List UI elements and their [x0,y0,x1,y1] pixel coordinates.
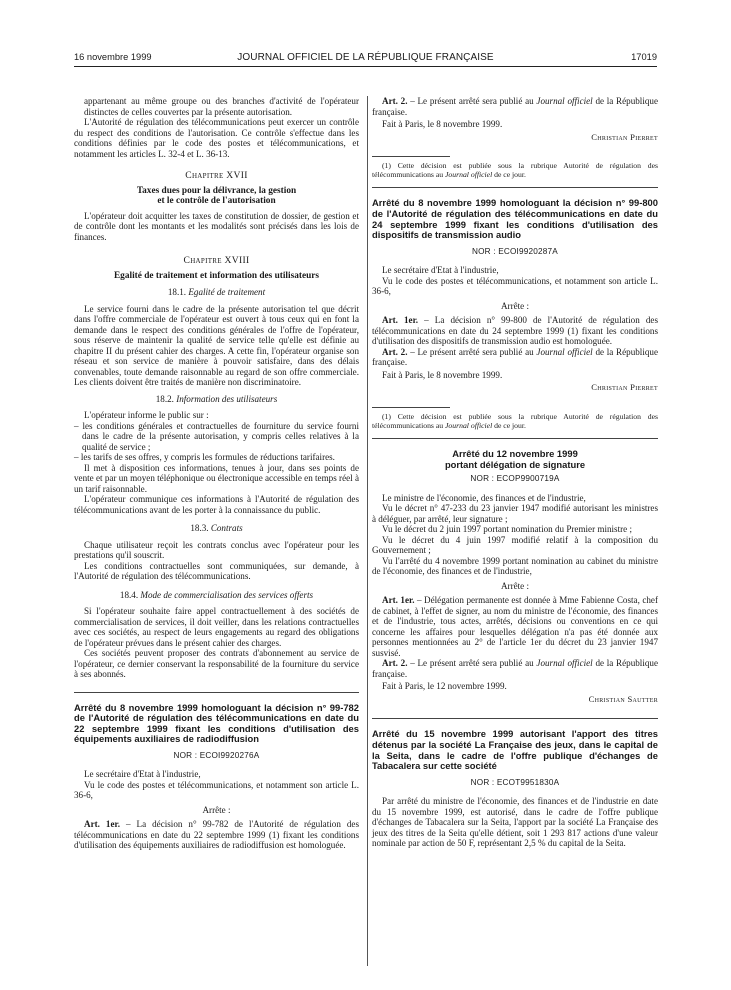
section-title: Egalité de traitement [188,287,266,297]
article-text: de la République française. [372,346,658,368]
arrete-heading: Arrêté du 15 novembre 1999 autorisant l'apport des titres détenus par la société La Française des jeux, dans le capital de la Seita, dans le cadre de l'offre publique d'échanges de Tabacalera sur cette société [372,728,658,772]
chapter-title-line: et le contrôle de l'autorisation [157,196,276,206]
paragraph: L'opérateur doit acquitter les taxes de constitution de dossier, de gestion et de contrôle dont les montants et les modalités sont précisés dans les lois de finances. [74,210,359,242]
list-item: – les tarifs de ses offres, y compris les formules de réductions tarifaires. [74,452,335,462]
paragraph: L'Autorité de régulation des télécommunications peut exercer un contrôle du respect des conditions de l'autorisation. Ce contrôle s'effectue dans les conditions définies par le code des postes et télécommunications, et notamment les articles L. 32-4 et L. 36-13. [74,117,359,159]
paragraph: Fait à Paris, le 12 novembre 1999. [382,681,507,692]
nor-reference: NOR : ECOT9951830A [470,777,560,787]
arrete-word: Arrête : [500,300,530,311]
article-text: – Le présent arrêté sera publié au [407,96,537,106]
paragraph: Le secrétaire d'Etat à l'industrie, [84,769,201,780]
article-label: Art. 1er. [84,819,120,830]
right-column [372,96,658,849]
paragraph: Ces sociétés peuvent proposer des contrats d'abonnement au service de l'opérateur, ce dernier conservant la responsabilité de la fourniture du service à ses abonnés. [74,648,359,679]
section-number: 18.3. [190,523,209,533]
footnote-text: de ce jour. [492,420,526,430]
section-number: 18.1. [167,287,187,297]
paragraph: Vu le décret n° 47-233 du 23 janvier 1947 modifié autorisant les ministres à déléguer, par arrêté, leur signature ; [372,503,658,524]
article-label: Art. 2. [382,658,408,669]
paragraph: Le secrétaire d'Etat à l'industrie, [382,265,499,276]
arrete-heading [372,449,658,470]
arrete-heading-line: portant délégation de signature [444,458,586,470]
section-number: 18.4. [119,589,139,600]
section-number: 18.2. [155,393,174,404]
section-title: Mode de commercialisation des services offerts [140,589,314,600]
paragraph: Le service fourni dans le cadre de la présente autorisation tel que décrit dans l'offre commerciale de l'opérateur est ouvert à tous ceux qui en font la demande dans le respect des conditions générales de l'offre de l'opérateur, sous réserve de maintenir la qualité de service telle qu'elle est définie au chapitre II du présent cahier des charges. A cette fin, l'opérateur organise son réseau et son service de manière à pouvoir satisfaire, dans des délais convenables, toute demande raisonnable au regard de son offre commerciale. Les clients doivent être traités de manière non discriminatoire. [74,303,359,387]
chapter-title [74,186,359,207]
chapter-heading: Chapitre XVIII [183,255,250,266]
column-divider [367,96,368,966]
journal-reference: Journal officiel [536,346,593,357]
nor-reference: NOR : ECOI9920287A [472,246,558,256]
section-title: Information des utilisateurs [176,393,278,404]
paragraph: Vu le décret du 4 juin 1997 modifié relatif à la composition du Gouvernement ; [372,534,658,556]
paragraph: Il met à disposition ces informations, tenues à jour, dans ses points de vente et par un moyen téléphonique ou électronique accessible en temps réel à un tarif raisonnable. [74,462,359,494]
footnote [372,161,658,179]
chapter-heading: Chapitre XVII [185,170,248,181]
footnote-text: (1) Cette décision est publiée sous la rubrique Autorité de régulation des télécommunications au [372,411,658,430]
arrete-word: Arrête : [500,580,530,591]
section-heading [74,394,359,405]
paragraph: Si l'opérateur souhaite faire appel contractuellement à des sociétés de commercialisation de services, il doit veiller, dans les relations contractuelles avec ces sociétés, au respect de leurs engagements au regard des obligations de l'opérateur prévues dans le présent cahier des charges. [74,606,359,648]
arrete-word: Arrête : [202,804,231,815]
nor-reference: NOR : ECOP9900719A [470,474,560,484]
article [74,819,359,851]
article-text: – La décision n° 99-782 de l'Autorité de régulation des télécommunications en date du 22 septembre 1999 (1) fixant les conditions d'utilisation des équipements auxiliaires de radiodiffusion est homologuée. [74,819,359,851]
paragraph: Fait à Paris, le 8 novembre 1999. [382,119,503,129]
arrete-heading-line: Arrêté du 12 novembre 1999 [452,448,578,460]
journal-reference: Journal officiel [445,170,493,180]
section-title: Contrats [210,523,243,533]
article-label: Art. 2. [382,346,408,357]
paragraph: Vu l'arrêté du 4 novembre 1999 portant nomination au cabinet du ministre de l'économie, des finances et de l'industrie, [372,555,658,577]
article-text: de la République française. [372,658,658,679]
footnote-text: de ce jour. [492,170,526,180]
header-date: 16 novembre 1999 [74,52,152,62]
list-item: – les conditions générales et contractuelles de fourniture du service fourni dans le cadre de la présente autorisation, y compris celles relatives à la qualité de service ; [74,420,359,452]
paragraph: L'opérateur communique ces informations à l'Autorité de régulation des télécommunications avant de les porter à la connaissance du public. [74,494,359,515]
paragraph: Vu le code des postes et télécommunications, et notamment son article L. 36-6, [74,779,359,801]
article-text: de la République française. [372,96,658,117]
section-heading [74,523,359,534]
paragraph: Le ministre de l'économie, des finances et de l'industrie, [382,492,586,503]
nor-reference: NOR : ECOI9920276A [173,750,260,760]
journal-title: JOURNAL OFFICIEL DE LA RÉPUBLIQUE FRANÇAISE [237,52,494,63]
article-text: – Délégation permanente est donnée à Mme Fabienne Costa, chef de cabinet, à l'effet de signer, au nom du ministre de l'économie, des finances et de l'industrie, tous actes, arrêtés, décisions ou conventions en ce qui concerne les affaires pour lesquelles délégation n'a pas été donnée aux personnes mentionnées au 2° de l'article 1er du décret du 23 janvier 1947 susvisé. [372,595,658,658]
journal-reference: Journal officiel [536,96,593,106]
journal-reference: Journal officiel [445,420,493,430]
page-number: 17019 [631,52,657,62]
article [372,658,658,679]
header-rule [74,66,657,67]
chapter-title: Egalité de traitement et information des utilisateurs [113,270,319,281]
article-text: – Le présent arrêté sera publié au [407,346,537,357]
article-text: – La décision n° 99-800 de l'Autorité de régulation des télécommunications en date du 24 septembre 1999 (1) fixant les conditions d'utilisation des dispositifs de transmission audio est homologuée. [372,315,658,347]
section-heading [74,590,359,601]
page-header [74,52,657,66]
paragraph: appartenant au même groupe ou des branches d'activité de l'opérateur distinctes de celles couvertes par la présente autorisation. [84,96,359,117]
article-label: Art. 1er. [382,315,419,326]
article [372,347,658,368]
journal-reference: Journal officiel [536,658,593,669]
paragraph: Vu le décret du 2 juin 1997 portant nomination du Premier ministre ; [382,524,632,535]
arrete-heading: Arrêté du 8 novembre 1999 homologuant la décision n° 99-800 de l'Autorité de régulation des télécommunications en date du 24 septembre 1999 fixant les conditions d'utilisation des dispositifs de transmission audio [372,197,658,241]
signature: Christian Pierret [591,382,658,393]
section-heading [74,287,359,298]
paragraph: Vu le code des postes et télécommunications, et notamment son article L. 36-6, [372,275,658,297]
signature: Christian Sautter [588,693,658,704]
paragraph: Les conditions contractuelles sont communiquées, sur demande, à l'Autorité de régulation des télécommunications. [74,560,359,581]
paragraph: Fait à Paris, le 8 novembre 1999. [382,369,503,380]
paragraph: L'opérateur informe le public sur : [84,410,209,420]
arrete-heading: Arrêté du 8 novembre 1999 homologuant la décision n° 99-782 de l'Autorité de régulation des télécommunications en date du 22 septembre 1999 fixant les conditions d'utilisation des équipements auxiliaires de radiodiffusion [74,701,359,745]
paragraph: Chaque utilisateur reçoit les contrats conclus avec l'opérateur pour les prestations qu'il souscrit. [74,539,359,560]
paragraph: Par arrêté du ministre de l'économie, des finances et de l'industrie en date du 15 novembre 1999, est autorisé, dans le cadre de l'offre publique d'échanges de Tabacalera sur la Seita, l'apport par la société La Française des jeux des titres de la Seita qu'elle détient, soit 1 293 817 actions d'une valeur nominale par action de 50 F, représentant 2,5 % du capital de la Seita. [372,796,658,849]
article [372,595,658,658]
signature: Christian Pierret [591,131,658,142]
article-label: Art. 2. [382,96,408,106]
footnote-text: (1) Cette décision est publiée sous la rubrique Autorité de régulation des télécommunications au [372,161,658,180]
article-label: Art. 1er. [382,595,415,606]
footnote [372,412,658,430]
left-column [74,96,359,851]
article-text: – Le présent arrêté sera publié au [407,658,537,669]
article [372,96,658,117]
chapter-title-line: Taxes dues pour la délivrance, la gestion [136,185,297,196]
article [372,315,658,347]
